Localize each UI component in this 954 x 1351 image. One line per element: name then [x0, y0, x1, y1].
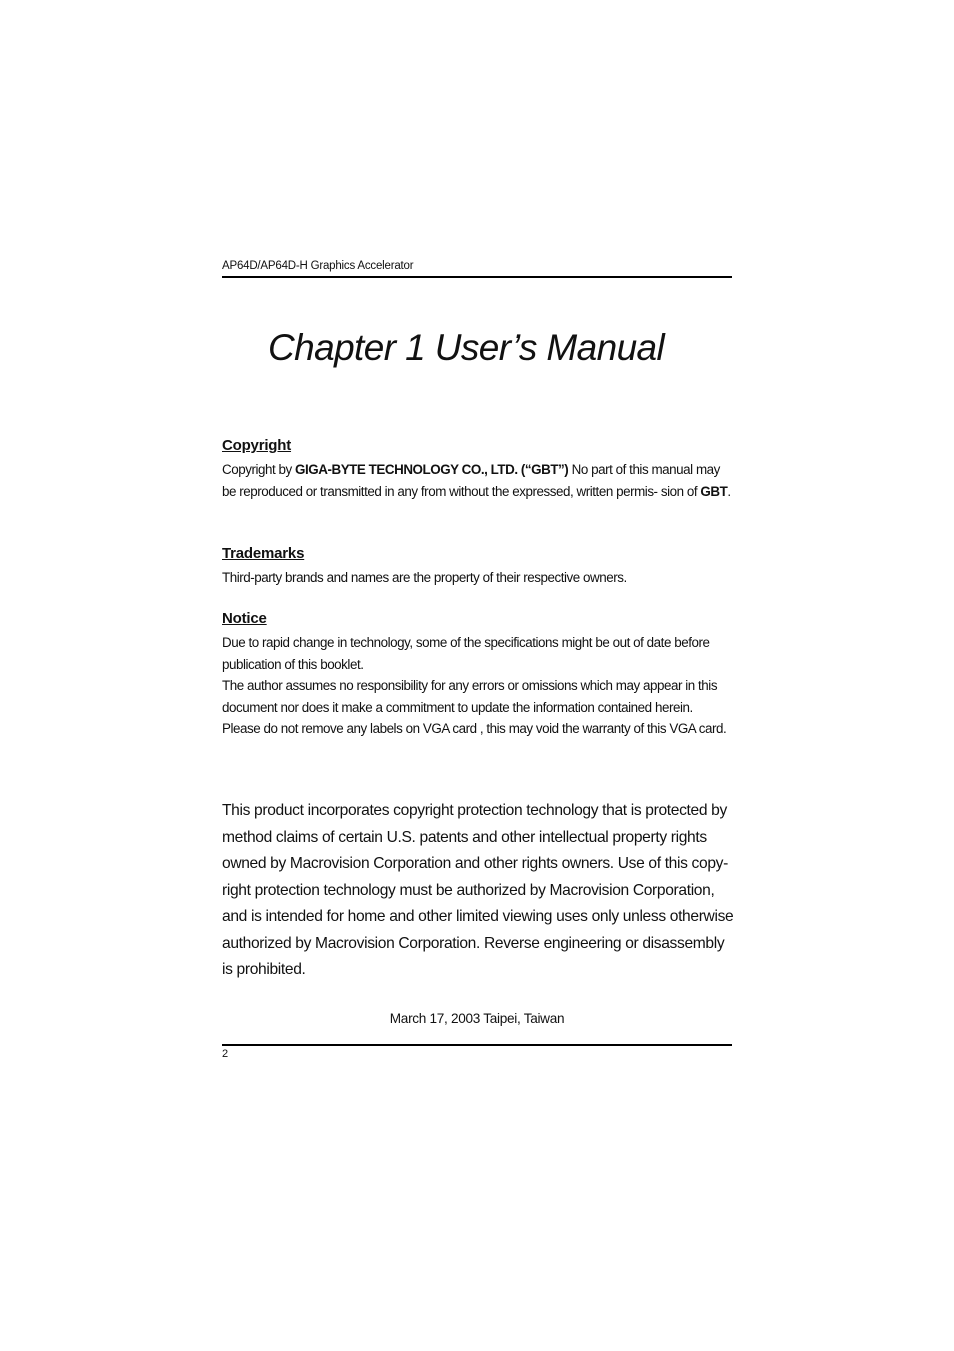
notice-paragraphs — [222, 632, 734, 740]
copyright-company: GIGA-BYTE TECHNOLOGY CO., LTD. (“GBT”) — [295, 462, 569, 477]
footer-rule — [222, 1044, 732, 1046]
notice-paragraph-2: The author assumes no responsibility for any errors or omissions which may appear in this document nor does it make a commitment to update the information contained herein. — [222, 678, 718, 715]
chapter-title: Chapter 1 User’s Manual — [268, 327, 665, 368]
notice-heading: Notice — [222, 610, 267, 627]
copyright-paragraph — [222, 459, 734, 502]
page-number: 2 — [222, 1048, 229, 1060]
macrovision-paragraph: This product incorporates copyright protection technology that is protected by method claims of certain U.S. patents and other intellectual property rights owned by Macrovision Corporation and other rights owners. Use of this copy- right protection technology must be authorized by Macrovision Corporation, and is intended for home and other limited viewing uses only unless otherwise authorized by Macrovision Corporation. Reverse engineering or disassembly is prohibited. — [222, 802, 734, 978]
copyright-text-2: No part of this manual may be reproduced or transmitted in any from without the expressed, written permis- sion of — [222, 462, 720, 499]
copyright-text-1: Copyright by — [222, 462, 296, 477]
running-header: AP64D/AP64D-H Graphics Accelerator — [222, 260, 414, 272]
header-rule — [222, 276, 732, 278]
copyright-abbr: GBT — [700, 483, 728, 499]
copyright-text-3: . — [727, 483, 731, 499]
date-place: March 17, 2003 Taipei, Taiwan — [389, 1011, 565, 1026]
copyright-heading: Copyright — [222, 437, 292, 454]
notice-paragraph-3: Please do not remove any labels on VGA card , this may void the warranty of this VGA card. — [222, 721, 727, 737]
trademarks-heading: Trademarks — [222, 545, 305, 562]
notice-paragraph-1: Due to rapid change in technology, some of the specifications might be out of date before publication of this booklet. — [222, 635, 710, 672]
trademarks-paragraph: Third-party brands and names are the property of their respective owners. — [222, 570, 627, 585]
manual-page — [222, 0, 732, 1351]
